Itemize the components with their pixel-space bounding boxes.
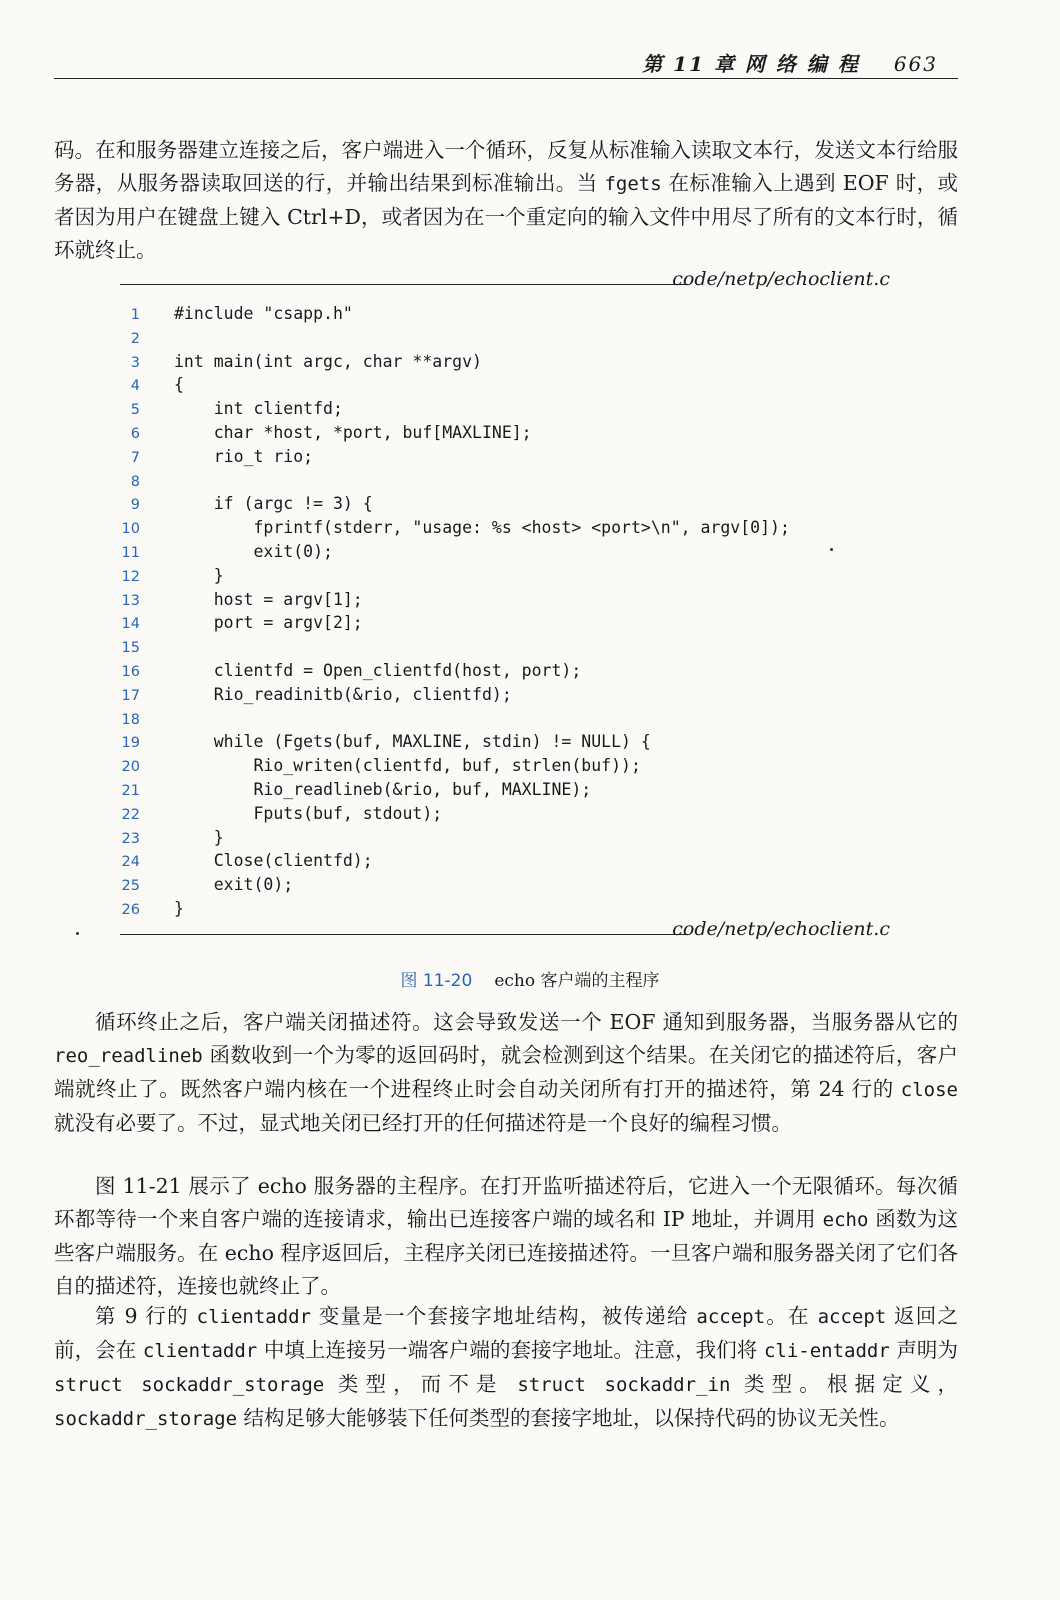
code-line	[100, 469, 900, 493]
line-number: 3	[130, 354, 140, 371]
code-text: host = argv[1];	[174, 589, 363, 609]
code-line	[100, 754, 900, 778]
line-number: 18	[121, 711, 140, 728]
code-text: }	[174, 565, 224, 585]
inline-code: reo_readlineb	[54, 1045, 203, 1067]
code-line	[100, 730, 900, 754]
code-text: if (argc != 3) {	[174, 494, 373, 514]
paragraph-2: 循环终止之后，客户端关闭描述符。这会导致发送一个 EOF 通知到服务器，当服务器从它的 reo_readlineb 函数收到一个为零的返回码时，就会检测到这个结果。在关闭它的描述符后，客户端就终止了。既然客户端内核在一个进程终止时会自动关闭所有打开的描述符，第 24 行的 close 就没有必要了。不过，显式地关闭已经打开的任何描述符是一个良好的编程习惯。	[54, 1010, 958, 1135]
line-number: 23	[121, 830, 140, 847]
line-number: 21	[121, 782, 140, 799]
code-text: Rio_readinitb(&rio, clientfd);	[174, 684, 512, 704]
code-text: Rio_writen(clientfd, buf, strlen(buf));	[174, 756, 641, 776]
code-text: rio_t rio;	[174, 446, 314, 466]
code-text: {	[174, 375, 184, 395]
code-line	[100, 778, 900, 802]
inline-code: clientaddr	[142, 1340, 258, 1362]
code-line	[100, 350, 900, 374]
line-number: 19	[121, 735, 140, 752]
figure-number: 图 11-20	[400, 971, 473, 991]
code-listing	[100, 302, 900, 921]
code-text: Rio_readlineb(&rio, buf, MAXLINE);	[174, 779, 592, 799]
paragraph-4: 第 9 行的 clientaddr 变量是一个套接字地址结构，被传递给 accept。在 accept 返回之前，会在 clientaddr 中填上连接另一端客户端的套接字地址。注意，我们将 cli-entaddr 声明为 struct sockaddr_storage 类型，而不是 struct sockaddr_in 类型。根据定义，sockaddr_storage 结构足够大能够装下任何类型的套接字地址，以保持代码的协议无关性。	[54, 1304, 958, 1430]
code-line	[100, 445, 900, 469]
code-text: exit(0);	[174, 875, 294, 895]
code-line	[100, 611, 900, 635]
code-line	[100, 373, 900, 397]
paragraph-3: 图 11-21 展示了 echo 服务器的主程序。在打开监听描述符后，它进入一个无限循环。每次循环都等待一个来自客户端的连接请求，输出已连接客户端的域名和 IP 地址，并调用 echo 函数为这些客户端服务。在 echo 程序返回后，主程序关闭已连接描述符。一旦客户端和服务器关闭了它们各自的描述符，连接也就终止了。	[54, 1174, 958, 1298]
line-number: 16	[121, 663, 140, 680]
line-number: 11	[121, 544, 140, 561]
code-text: port = argv[2];	[174, 613, 363, 633]
code-text: while (Fgets(buf, MAXLINE, stdin) != NULL) {	[174, 732, 651, 752]
code-line	[100, 683, 900, 707]
code-text: char *host, *port, buf[MAXLINE];	[174, 422, 532, 442]
line-number: 13	[121, 592, 140, 609]
code-text: }	[174, 827, 224, 847]
code-line	[100, 397, 900, 421]
line-number: 22	[121, 806, 140, 823]
code-text: Close(clientfd);	[174, 851, 373, 871]
code-file-label-bottom	[120, 918, 890, 944]
code-line	[100, 802, 900, 826]
paragraph-1: 码。在和服务器建立连接之后，客户端进入一个循环，反复从标准输入读取文本行，发送文本行给服务器，从服务器读取回送的行，并输出结果到标准输出。当 fgets 在标准输入上遇到 EOF 时，或者因为用户在键盘上键入 Ctrl+D，或者因为在一个重定向的输入文件中用尽了所有的文本行时，循环就终止。	[54, 138, 959, 262]
code-line	[100, 492, 900, 516]
code-line	[100, 326, 900, 350]
inline-code: echo	[822, 1209, 869, 1231]
code-line	[100, 302, 900, 326]
code-text: }	[174, 898, 184, 918]
line-number: 17	[121, 687, 140, 704]
rule	[120, 284, 688, 285]
code-line	[100, 849, 900, 873]
header-chapter: 第 11 章 网 络 编 程	[642, 52, 860, 76]
code-text: int clientfd;	[174, 399, 343, 419]
inline-code: clientaddr	[196, 1306, 312, 1328]
inline-code: cli-entaddr	[763, 1340, 890, 1362]
figure-caption	[0, 966, 1060, 991]
code-line	[100, 516, 900, 540]
code-line	[100, 564, 900, 588]
inline-code: fgets	[604, 173, 662, 195]
figure-title: echo 客户端的主程序	[494, 971, 660, 991]
speck	[76, 932, 79, 935]
code-line	[100, 588, 900, 612]
code-filename: code/netp/echoclient.c	[672, 918, 890, 940]
inline-code: struct sockaddr_storage	[54, 1374, 325, 1396]
inline-code: close	[900, 1079, 958, 1101]
page-number: 663	[893, 52, 938, 76]
line-number: 15	[121, 640, 140, 657]
line-number: 8	[130, 473, 140, 490]
line-number: 5	[130, 402, 140, 419]
code-line	[100, 826, 900, 850]
code-filename: code/netp/echoclient.c	[672, 268, 890, 290]
inline-code: sockaddr_storage	[54, 1408, 238, 1430]
code-line	[100, 873, 900, 897]
line-number: 6	[130, 425, 140, 442]
line-number: 25	[121, 878, 140, 895]
code-text: exit(0);	[174, 541, 333, 561]
line-number: 4	[130, 378, 140, 395]
speck	[830, 548, 833, 551]
code-line	[100, 635, 900, 659]
inline-code: accept	[696, 1306, 766, 1328]
line-number: 24	[121, 854, 140, 871]
line-number: 7	[130, 449, 140, 466]
code-text: int main(int argc, char **argv)	[174, 351, 482, 371]
header-text	[642, 48, 938, 77]
code-text: #include "csapp.h"	[174, 304, 353, 323]
running-header	[54, 46, 958, 79]
code-line	[100, 659, 900, 683]
line-number: 20	[121, 759, 140, 776]
rule	[120, 934, 688, 935]
line-number: 26	[121, 901, 140, 918]
line-number: 2	[130, 330, 140, 347]
inline-code: struct sockaddr_in	[517, 1374, 731, 1396]
code-text: Fputs(buf, stdout);	[174, 803, 443, 823]
code-text: fprintf(stderr, "usage: %s <host> <port>\n", argv[0]);	[174, 518, 790, 538]
line-number: 12	[121, 568, 140, 585]
line-number: 1	[130, 307, 140, 323]
code-line	[100, 707, 900, 731]
code-text: clientfd = Open_clientfd(host, port);	[174, 660, 582, 680]
line-number: 10	[121, 521, 140, 538]
code-line	[100, 540, 900, 564]
line-number: 9	[130, 497, 140, 514]
inline-code: accept	[817, 1306, 887, 1328]
line-number: 14	[121, 616, 140, 633]
code-line	[100, 421, 900, 445]
code-file-label-top	[120, 268, 890, 294]
